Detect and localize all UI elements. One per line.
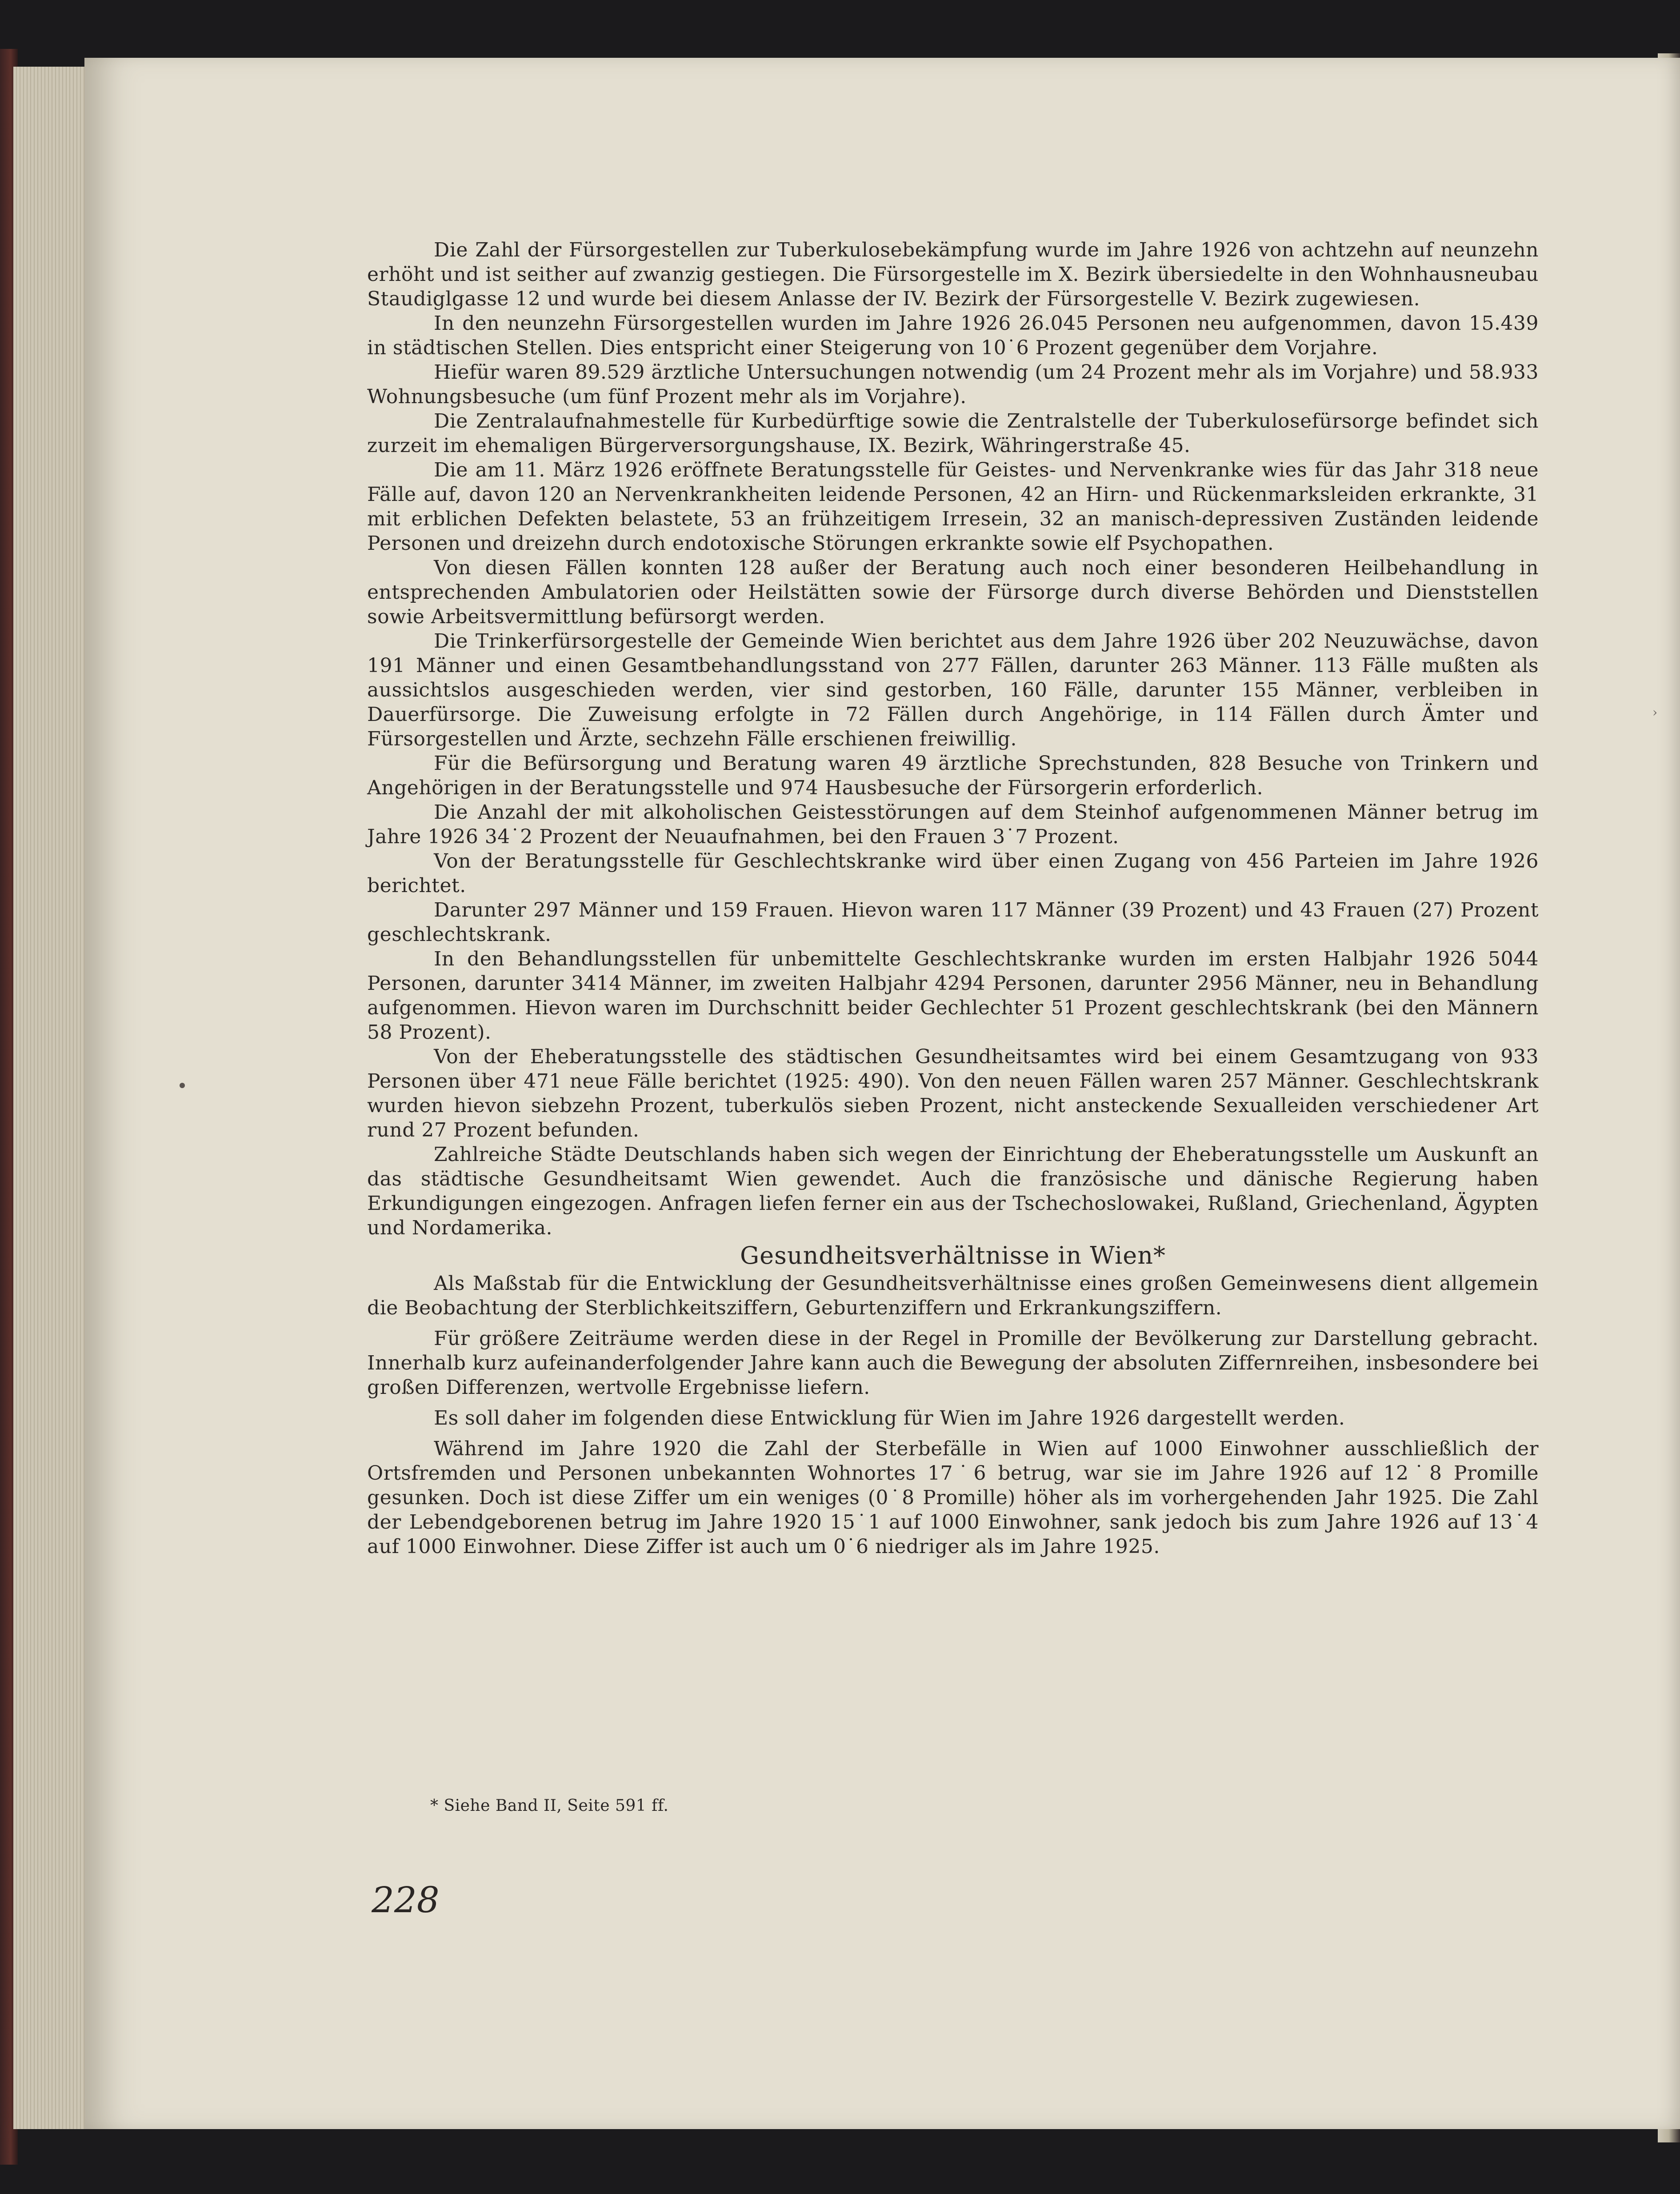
paragraph: Die am 11. März 1926 eröffnete Beratungsstelle für Geistes- und Nervenkranke wies für das Jahr 318 neue Fälle auf, davon 120 an Nervenkrankheiten leidende Personen, 42 an Hirn- und Rückenmarksleiden erkrankte, 31 mit erblichen Defekten belastete, 53 an frühzeitigem Irresein, 32 an manisch-depressiven Zuständen leidende Personen und dreizehn durch endotoxische Störungen erkrankte sowie elf Psychopathen. — [367, 459, 1539, 555]
paragraph: Von diesen Fällen konnten 128 außer der Beratung auch noch einer besonderen Heilbehandlung in entsprechenden Ambulatorien oder Heilstätten sowie der Fürsorge durch diverse Behörden und Dienststellen sowie Arbeitsvermittlung befürsorgt werden. — [367, 557, 1539, 628]
paragraph: Als Maßstab für die Entwicklung der Gesundheitsverhältnisse eines großen Gemeinwesens dient allgemein die Beobachtung der Sterblichkeitsziffern, Geburtenziffern und Erkrankungsziffern. — [367, 1272, 1539, 1319]
page-number: 228 — [372, 1879, 440, 1921]
paragraph: Die Anzahl der mit alkoholischen Geistesstörungen auf dem Steinhof aufgenommenen Männer betrug im Jahre 1926 34˙2 Prozent der Neuaufnahmen, bei den Frauen 3˙7 Prozent. — [367, 801, 1539, 848]
paragraph: Während im Jahre 1920 die Zahl der Sterbefälle in Wien auf 1000 Einwohner ausschließlich der Ortsfremden und Personen unbekannten Wohnortes 17˙6 betrug, war sie im Jahre 1926 auf 12˙8 Promille gesunken. Doch ist diese Ziffer um ein weniges (0˙8 Promille) höher als im vorhergehenden Jahr 1925. Die Zahl der Lebendgeborenen betrug im Jahre 1920 15˙1 auf 1000 Einwohner, sank jedoch bis zum Jahre 1926 auf 13˙4 auf 1000 Einwohner. Diese Ziffer ist auch um 0˙6 niedriger als im Jahre 1925. — [367, 1437, 1539, 1558]
margin-mark: › — [1652, 705, 1658, 720]
paragraph: Hiefür waren 89.529 ärztliche Untersuchungen notwendig (um 24 Prozent mehr als im Vorjahre) und 58.933 Wohnungsbesuche (um fünf Prozent mehr als im Vorjahre). — [367, 361, 1539, 408]
paragraph: Die Zahl der Fürsorgestellen zur Tuberkulosebekämpfung wurde im Jahre 1926 von achtzehn auf neunzehn erhöht und ist seither auf zwanzig gestiegen. Die Fürsorgestelle im X. Bezirk übersiedelte in den Wohnhausneubau Staudiglgasse 12 und wurde bei diesem Anlasse der IV. Bezirk der Fürsorgestelle V. Bezirk zugewiesen. — [367, 239, 1539, 310]
section-heading: Gesundheitsverhältnisse in Wien* — [740, 1241, 1166, 1269]
paragraph: Für die Befürsorgung und Beratung waren 49 ärztliche Sprechstunden, 828 Besuche von Trinkern und Angehörigen in der Beratungsstelle und 974 Hausbesuche der Fürsorgerin erforderlich. — [367, 752, 1539, 799]
paragraph: Für größere Zeiträume werden diese in der Regel in Promille der Bevölkerung zur Darstellung gebracht. Innerhalb kurz aufeinanderfolgender Jahre kann auch die Bewegung der absoluten Ziffernreihen, insbesondere bei großen Differenzen, wertvolle Ergebnisse liefern. — [367, 1327, 1539, 1399]
paragraph: Von der Beratungsstelle für Geschlechtskranke wird über einen Zugang von 456 Parteien im Jahre 1926 berichtet. — [367, 850, 1539, 897]
paragraph: Von der Eheberatungsstelle des städtischen Gesundheitsamtes wird bei einem Gesamtzugang von 933 Personen über 471 neue Fälle berichtet (1925: 490). Von den neuen Fällen waren 257 Männer. Geschlechtskrank wurden hievon siebzehn Prozent, tuberkulös sieben Prozent, nicht ansteckende Sexualleiden verschiedener Art rund 27 Prozent befunden. — [367, 1045, 1539, 1141]
footnote: * Siehe Band II, Seite 591 ff. — [430, 1797, 669, 1815]
page-body — [367, 238, 1539, 1559]
paragraph: Die Zentralaufnahmestelle für Kurbedürftige sowie die Zentralstelle der Tuberkulosefürsorge befindet sich zurzeit im ehemaligen Bürgerversorgungshause, IX. Bezirk, Währingerstraße 45. — [367, 410, 1539, 457]
paragraph: Es soll daher im folgenden diese Entwicklung für Wien im Jahre 1926 dargestellt werden. — [434, 1407, 1345, 1429]
paragraph: In den neunzehn Fürsorgestellen wurden im Jahre 1926 26.045 Personen neu aufgenommen, davon 15.439 in städtischen Stellen. Dies entspricht einer Steigerung von 10˙6 Prozent gegenüber dem Vorjahre. — [367, 312, 1539, 359]
margin-dot — [180, 1083, 185, 1088]
paragraph: Darunter 297 Männer und 159 Frauen. Hievon waren 117 Männer (39 Prozent) und 43 Frauen (27) Prozent geschlechtskrank. — [367, 899, 1539, 946]
paragraph: Die Trinkerfürsorgestelle der Gemeinde Wien berichtet aus dem Jahre 1926 über 202 Neuzuwächse, davon 191 Männer und einen Gesamtbehandlungsstand von 277 Fällen, darunter 263 Männer. 113 Fälle mußten als aussichtslos ausgeschieden werden, vier sind gestorben, 160 Fälle, darunter 155 Männer, verbleiben in Dauerfürsorge. Die Zuweisung erfolgte in 72 Fällen durch Angehörige, in 114 Fällen durch Ämter und Fürsorgestellen und Ärzte, sechzehn Fälle erschienen freiwillig. — [367, 630, 1539, 750]
paragraph: Zahlreiche Städte Deutschlands haben sich wegen der Einrichtung der Eheberatungsstelle um Auskunft an das städtische Gesundheitsamt Wien gewendet. Auch die französische und dänische Regierung haben Erkundigungen eingezogen. Anfragen liefen ferner ein aus der Tschechoslowakei, Rußland, Griechenland, Ägypten und Nordamerika. — [367, 1143, 1539, 1239]
paragraph: In den Behandlungsstellen für unbemittelte Geschlechtskranke wurden im ersten Halbjahr 1926 5044 Personen, darunter 3414 Männer, im zweiten Halbjahr 4294 Personen, darunter 2956 Männer, neu in Behandlung aufgenommen. Hievon waren im Durchschnitt beider Gechlechter 51 Prozent geschlechtskrank (bei den Männern 58 Prozent). — [367, 948, 1539, 1044]
